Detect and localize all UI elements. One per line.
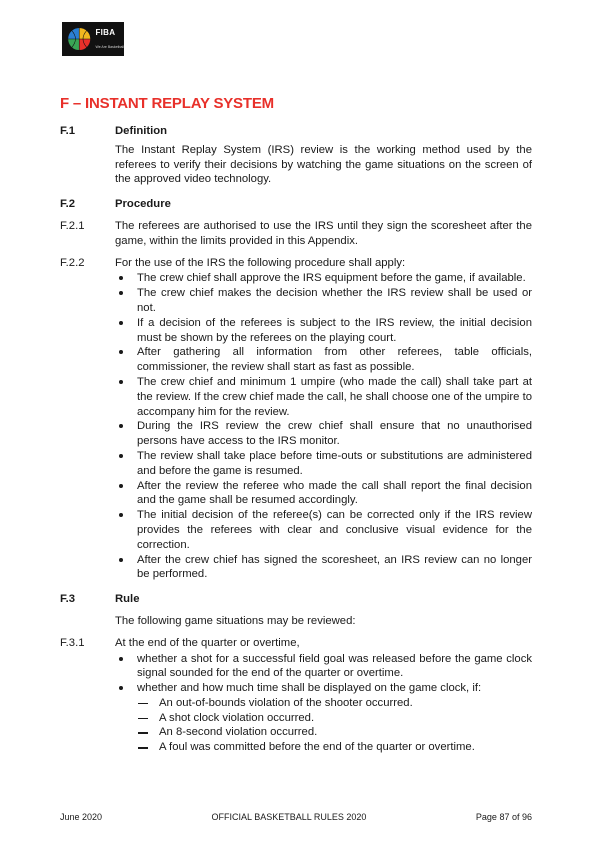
section-number: F.1 bbox=[60, 125, 76, 137]
section-f21 bbox=[60, 219, 532, 249]
section-number: F.2.2 bbox=[60, 256, 85, 269]
logo-name: FIBA bbox=[95, 28, 116, 37]
section-heading: Rule bbox=[115, 593, 140, 606]
paragraph-text: The referees are authorised to use the IRS until they sign the scoresheet after the game, within the limits provided in this Appendix. bbox=[115, 219, 532, 247]
list-item: After the crew chief has signed the scoresheet, an IRS review can no longer be performed. bbox=[115, 553, 532, 583]
list-item: After the review the referee who made the call shall report the final decision and the game shall be resumed accordingly. bbox=[115, 479, 532, 509]
list-item-text: whether and how much time shall be displayed on the game clock, if: bbox=[137, 682, 482, 695]
section-f2-heading bbox=[60, 197, 532, 212]
page-footer bbox=[60, 812, 532, 822]
dash-item: An 8-second violation occurred. bbox=[137, 725, 532, 740]
section-heading: Procedure bbox=[115, 198, 171, 211]
dash-list bbox=[137, 696, 532, 755]
list-item: After gathering all information from other referees, table officials, commissioner, the review shall start as fast as possible. bbox=[115, 345, 532, 375]
list-item bbox=[115, 681, 532, 755]
list-item: The initial decision of the referee(s) can be corrected only if the IRS review provides the referees with clear and conclusive visual evidence for the correction. bbox=[115, 508, 532, 552]
section-f31 bbox=[60, 636, 532, 755]
paragraph-text: The Instant Replay System (IRS) review is the working method used by the referees to verify their decisions by watching the game situations on the screen of the approved video technology. bbox=[115, 143, 532, 186]
paragraph-intro: At the end of the quarter or overtime, bbox=[115, 636, 300, 649]
list-item: If a decision of the referees is subject to the IRS review, the initial decision must be shown by the referees on the playing court. bbox=[115, 316, 532, 346]
section-title: F – INSTANT REPLAY SYSTEM bbox=[60, 95, 274, 112]
section-number: F.3 bbox=[60, 593, 76, 606]
section-heading: Definition bbox=[115, 125, 168, 137]
list-item: During the IRS review the crew chief shall ensure that no unauthorised persons have access to the IRS monitor. bbox=[115, 419, 532, 449]
list-item: whether a shot for a successful field goal was released before the game clock signal sounded for the end of the quarter or overtime. bbox=[115, 652, 532, 682]
footer-page-number: Page 87 of 96 bbox=[475, 812, 532, 822]
list-item: The review shall take place before time-outs or substitutions are administered and before the game is resumed. bbox=[115, 449, 532, 479]
section-f3-heading bbox=[60, 592, 532, 607]
paragraph-text: The following game situations may be reviewed: bbox=[115, 614, 356, 627]
section-number: F.3.1 bbox=[60, 636, 85, 649]
fiba-logo bbox=[62, 22, 124, 56]
document-body bbox=[60, 124, 532, 755]
section-f1-heading bbox=[60, 124, 532, 139]
dash-item: An out-of-bounds violation of the shooter occurred. bbox=[137, 696, 532, 711]
section-f3-paragraph bbox=[60, 614, 532, 629]
section-f22 bbox=[60, 256, 532, 583]
footer-date: June 2020 bbox=[60, 812, 103, 822]
dash-item: A foul was committed before the end of the quarter or overtime. bbox=[137, 740, 532, 755]
procedure-bullet-list bbox=[115, 271, 532, 582]
section-number: F.2 bbox=[60, 198, 76, 211]
section-number: F.2.1 bbox=[60, 219, 85, 232]
logo-tagline: We Are Basketball bbox=[95, 45, 124, 49]
list-item: The crew chief and minimum 1 umpire (who made the call) shall take part at the review. If the crew chief made the call, he shall choose one of the umpire to accompany him for the review. bbox=[115, 375, 532, 419]
list-item: The crew chief makes the decision whether the IRS review shall be used or not. bbox=[115, 286, 532, 316]
basketball-globe-icon bbox=[66, 25, 92, 53]
dash-item: A shot clock violation occurred. bbox=[137, 711, 532, 726]
list-item: The crew chief shall approve the IRS equipment before the game, if available. bbox=[115, 271, 532, 286]
footer-document-title: OFFICIAL BASKETBALL RULES 2020 bbox=[211, 812, 367, 822]
paragraph-intro: For the use of the IRS the following procedure shall apply: bbox=[115, 256, 406, 269]
rule-bullet-list bbox=[115, 652, 532, 756]
section-f1-paragraph bbox=[60, 143, 532, 187]
